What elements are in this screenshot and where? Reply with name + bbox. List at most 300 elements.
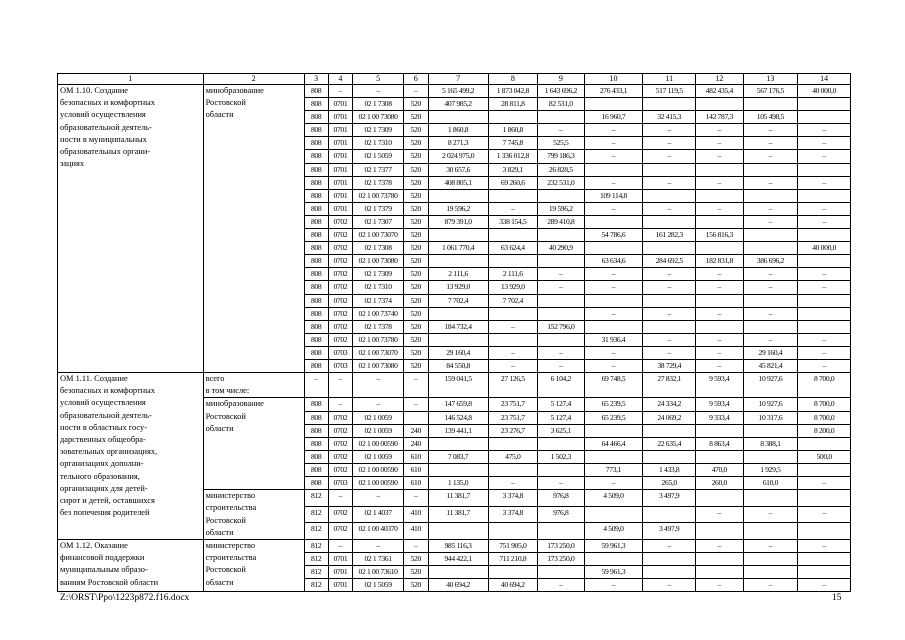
table-cell [584, 424, 643, 437]
table-cell [743, 553, 798, 566]
table-cell: – [643, 150, 696, 163]
table-cell: 338 154,5 [488, 215, 538, 228]
table-cell [798, 463, 851, 476]
table-cell: – [798, 137, 851, 150]
table-cell: 0701 [328, 553, 353, 566]
table-cell: 240 [403, 437, 428, 450]
table-cell: 7 745,8 [488, 137, 538, 150]
table-cell: 40 000,0 [798, 242, 851, 255]
table-cell: 520 [403, 346, 428, 359]
table-cell: 0702 [328, 242, 353, 255]
table-cell: 808 [304, 281, 328, 294]
table-cell: – [328, 490, 353, 507]
measure-name-line: безопасных и комфортных [60, 98, 155, 108]
table-cell: – [584, 579, 643, 592]
table-cell: 1 433,8 [643, 463, 696, 476]
table-cell: 40 290,9 [538, 242, 584, 255]
table-cell: 10 927,6 [743, 373, 798, 398]
column-header: 8 [488, 74, 538, 85]
table-cell [798, 437, 851, 450]
table-cell: 29 160,4 [428, 346, 488, 359]
table-cell [538, 437, 584, 450]
table-cell: 808 [304, 463, 328, 476]
column-header: 6 [403, 74, 428, 85]
table-cell: – [538, 268, 584, 281]
table-cell [798, 566, 851, 579]
executor-name-line: строительства [205, 553, 257, 563]
table-cell: – [488, 320, 538, 333]
table-cell: 808 [304, 229, 328, 242]
measure-name-line: тельного образования, [60, 471, 140, 481]
table-cell: 0702 [328, 294, 353, 307]
table-cell: – [538, 281, 584, 294]
table-cell: – [584, 268, 643, 281]
table-cell: 10 927,6 [743, 398, 798, 411]
table-cell: 773,1 [584, 463, 643, 476]
measure-name-line: условий осуществления [60, 110, 146, 120]
header-row [58, 74, 851, 85]
table-cell: 808 [304, 189, 328, 202]
measure-name [58, 373, 204, 540]
table-cell [743, 229, 798, 242]
table-cell: 02 1 00 73610 [353, 566, 404, 579]
table-cell [488, 523, 538, 540]
table-cell [488, 307, 538, 320]
table-cell [428, 255, 488, 268]
table-cell: – [643, 124, 696, 137]
table-cell: – [403, 539, 428, 552]
measure-name-line: ОМ 1.12. Оказание [60, 540, 128, 550]
table-cell [488, 437, 538, 450]
footer-file-path: Z:\ORST\Ppo\1223p872.f16.docx [60, 593, 190, 603]
table-cell: 02 1 7379 [353, 202, 404, 215]
table-cell: 59 961,3 [584, 539, 643, 552]
table-cell: 02 1 4037 [353, 506, 404, 523]
table-cell: 3 374,8 [488, 490, 538, 507]
table-cell: 520 [403, 566, 428, 579]
table-row [58, 539, 851, 552]
table-cell [696, 490, 743, 507]
table-cell: – [743, 268, 798, 281]
table-cell: 02 1 7307 [353, 215, 404, 228]
table-cell [743, 98, 798, 111]
table-cell: – [538, 359, 584, 372]
measure-name-line: безопасных и комфортных [60, 386, 155, 396]
table-cell: – [798, 333, 851, 346]
measure-name-line: ваниям Ростовской области [60, 577, 159, 587]
table-cell: – [584, 359, 643, 372]
table-cell: – [403, 85, 428, 98]
table-cell [696, 553, 743, 566]
table-cell: 944 422,1 [428, 553, 488, 566]
table-cell: 02 1 7309 [353, 268, 404, 281]
table-cell: 808 [304, 450, 328, 463]
table-cell: 31 936,4 [584, 333, 643, 346]
measure-name-line: условий осуществления [60, 398, 146, 408]
table-cell: – [798, 359, 851, 372]
table-cell: – [743, 281, 798, 294]
table-cell: 520 [403, 255, 428, 268]
table-cell: – [798, 124, 851, 137]
table-cell: – [643, 579, 696, 592]
table-cell: 808 [304, 398, 328, 411]
table-cell [584, 450, 643, 463]
table-cell: 808 [304, 176, 328, 189]
table-cell: 02 1 0059 [353, 411, 404, 424]
executor-name-line: Ростовской [205, 565, 246, 575]
column-header: 11 [643, 74, 696, 85]
table-cell: 0701 [328, 579, 353, 592]
table-cell: – [743, 202, 798, 215]
table-cell: 02 1 00 73740 [353, 307, 404, 320]
table-cell: 0701 [328, 137, 353, 150]
table-cell: 260,0 [696, 477, 743, 490]
table-cell [538, 333, 584, 346]
table-cell: 808 [304, 477, 328, 490]
table-cell: 02 1 00 73080 [353, 111, 404, 124]
table-cell: 808 [304, 307, 328, 320]
column-header: 7 [428, 74, 488, 85]
table-cell: 173 250,0 [538, 539, 584, 552]
table-cell: 02 1 0059 [353, 424, 404, 437]
table-cell: – [798, 477, 851, 490]
table-cell [584, 506, 643, 523]
table-cell: 32 415,3 [643, 111, 696, 124]
table-cell: 64 466,4 [584, 437, 643, 450]
table-cell [538, 255, 584, 268]
table-cell: – [696, 359, 743, 372]
column-header: 3 [304, 74, 328, 85]
table-cell: 19 596,2 [428, 202, 488, 215]
table-cell: 0701 [328, 150, 353, 163]
table-cell: 1 135,0 [428, 477, 488, 490]
executor-name-line: Ростовской [205, 411, 246, 421]
table-cell: 7 702,4 [428, 294, 488, 307]
table-cell: 610 [403, 463, 428, 476]
table-cell [743, 490, 798, 507]
table-cell: – [488, 346, 538, 359]
executor-name [203, 373, 304, 398]
table-cell: – [538, 346, 584, 359]
table-cell: 54 786,6 [584, 229, 643, 242]
measure-name-line: муниципальным образо- [60, 565, 148, 575]
table-cell: 6 104,2 [538, 373, 584, 398]
table-cell: – [584, 150, 643, 163]
table-cell [798, 320, 851, 333]
table-cell [743, 320, 798, 333]
table-cell: 24 334,2 [643, 398, 696, 411]
table-cell: 520 [403, 202, 428, 215]
table-cell [428, 566, 488, 579]
table-cell: 02 1 00 00590 [353, 477, 404, 490]
table-row [58, 85, 851, 98]
table-cell: 0701 [328, 202, 353, 215]
table-cell [743, 450, 798, 463]
column-header: 2 [203, 74, 304, 85]
measure-name-line: образовательной деятель- [60, 122, 152, 132]
table-cell: 8 863,4 [696, 437, 743, 450]
executor-name-line: строительства [205, 503, 257, 513]
measure-name-line: ности в областных госу- [60, 422, 147, 432]
table-cell: – [798, 202, 851, 215]
table-cell: 0702 [328, 268, 353, 281]
table-cell: 520 [403, 268, 428, 281]
table-cell: – [696, 176, 743, 189]
table-cell: – [538, 124, 584, 137]
table-cell [696, 98, 743, 111]
table-cell: 808 [304, 163, 328, 176]
table-cell [584, 98, 643, 111]
table-cell: 0701 [328, 111, 353, 124]
table-cell: 02 1 7378 [353, 176, 404, 189]
table-cell: – [696, 307, 743, 320]
table-cell: – [743, 176, 798, 189]
table-cell: 161 282,3 [643, 229, 696, 242]
table-cell [428, 333, 488, 346]
table-cell: 11 381,7 [428, 506, 488, 523]
table-cell: – [696, 202, 743, 215]
table-cell: 139 441,1 [428, 424, 488, 437]
table-cell: 284 692,5 [643, 255, 696, 268]
table-cell: 02 1 7374 [353, 294, 404, 307]
table-cell: 520 [403, 215, 428, 228]
table-cell: 02 1 7308 [353, 98, 404, 111]
table-cell [643, 98, 696, 111]
table-cell: – [743, 307, 798, 320]
table-cell: 520 [403, 281, 428, 294]
executor-name-line: Ростовской [205, 515, 246, 525]
table-cell [428, 523, 488, 540]
table-cell: – [584, 202, 643, 215]
table-cell: – [584, 137, 643, 150]
table-cell: 0702 [328, 307, 353, 320]
table-cell [798, 229, 851, 242]
table-cell: 13 929,0 [428, 281, 488, 294]
table-cell: 65 239,5 [584, 411, 643, 424]
table-cell [584, 242, 643, 255]
table-cell: 386 696,2 [743, 255, 798, 268]
table-cell: – [353, 398, 404, 411]
table-cell [696, 189, 743, 202]
table-cell: 0702 [328, 424, 353, 437]
measure-name [58, 85, 204, 373]
table-cell: 1 061 770,4 [428, 242, 488, 255]
table-cell: 0702 [328, 506, 353, 523]
table-cell: – [798, 215, 851, 228]
executor-name-line: Ростовской [205, 98, 246, 108]
table-cell: – [328, 539, 353, 552]
table-cell: 0701 [328, 163, 353, 176]
table-cell: – [743, 137, 798, 150]
table-cell: 407 985,2 [428, 98, 488, 111]
table-cell [488, 255, 538, 268]
table-cell: 1 860,8 [428, 124, 488, 137]
executor-name [203, 85, 304, 373]
table-cell: 3 374,8 [488, 506, 538, 523]
table-cell: 520 [403, 553, 428, 566]
table-cell: 105 498,5 [743, 111, 798, 124]
table-cell: 808 [304, 137, 328, 150]
table-cell [798, 553, 851, 566]
table-cell: 812 [304, 523, 328, 540]
table-cell: 0702 [328, 320, 353, 333]
table-cell: 808 [304, 437, 328, 450]
table-cell: 475,0 [488, 450, 538, 463]
table-cell: 02 1 00 00590 [353, 437, 404, 450]
table-cell: – [798, 506, 851, 523]
table-cell: 520 [403, 294, 428, 307]
measure-name-line: зовательных организациях, [60, 447, 158, 457]
table-cell: 02 1 7309 [353, 124, 404, 137]
table-cell: 40 694,2 [428, 579, 488, 592]
table-cell [584, 553, 643, 566]
table-cell: 3 829,1 [488, 163, 538, 176]
table-cell: 24 069,2 [643, 411, 696, 424]
table-cell [696, 424, 743, 437]
table-cell: 02 1 5059 [353, 150, 404, 163]
executor-name [203, 490, 304, 540]
table-cell [488, 111, 538, 124]
table-cell: 173 250,0 [538, 553, 584, 566]
table-cell: 812 [304, 539, 328, 552]
executor-name-line: министерство [205, 491, 256, 501]
executor-name [203, 539, 304, 591]
table-cell: 520 [403, 320, 428, 333]
table-cell: 7 083,7 [428, 450, 488, 463]
table-cell: – [584, 124, 643, 137]
table-cell: 8 388,1 [743, 437, 798, 450]
table-cell: 1 860,8 [488, 124, 538, 137]
table-cell: – [696, 333, 743, 346]
table-cell [643, 215, 696, 228]
table-cell [538, 189, 584, 202]
table-cell: 265,0 [643, 477, 696, 490]
table-cell: 520 [403, 176, 428, 189]
table-cell: 520 [403, 359, 428, 372]
table-cell [538, 111, 584, 124]
table-cell: 146 524,8 [428, 411, 488, 424]
table-cell: 808 [304, 242, 328, 255]
budget-table [57, 73, 851, 592]
table-cell: 26 828,5 [538, 163, 584, 176]
table-cell: – [798, 539, 851, 552]
table-cell: 520 [403, 242, 428, 255]
table-cell [488, 566, 538, 579]
table-cell: 408 805,1 [428, 176, 488, 189]
column-header: 9 [538, 74, 584, 85]
table-cell [488, 333, 538, 346]
table-cell: 40 694,2 [488, 579, 538, 592]
table-cell: – [328, 398, 353, 411]
table-cell: 2 111,6 [488, 268, 538, 281]
table-cell: 02 1 7308 [353, 242, 404, 255]
table-cell: – [798, 579, 851, 592]
table-cell: 0702 [328, 229, 353, 242]
table-cell: 240 [403, 424, 428, 437]
table-cell: 610,0 [743, 477, 798, 490]
table-cell: 5 127,4 [538, 398, 584, 411]
table-cell: 22 635,4 [643, 437, 696, 450]
table-cell: – [538, 579, 584, 592]
table-cell: 0701 [328, 566, 353, 579]
table-cell: – [696, 539, 743, 552]
table-cell: 0702 [328, 463, 353, 476]
table-cell: – [584, 307, 643, 320]
table-cell: 30 657,6 [428, 163, 488, 176]
table-cell: 159 041,5 [428, 373, 488, 398]
measure-name-line: ОМ 1.11. Создание [60, 374, 128, 384]
table-cell: 23 751,7 [488, 398, 538, 411]
table-cell: 02 1 00 73780 [353, 189, 404, 202]
table-cell [428, 307, 488, 320]
measure-name-line: образовательных органи- [60, 147, 151, 157]
table-cell: 02 1 00 73070 [353, 346, 404, 359]
table-cell: 808 [304, 359, 328, 372]
table-cell [538, 523, 584, 540]
table-cell: 156 816,3 [696, 229, 743, 242]
table-cell: – [488, 359, 538, 372]
table-cell: – [743, 539, 798, 552]
table-cell: 8 200,0 [798, 424, 851, 437]
table-cell [798, 111, 851, 124]
table-cell: – [353, 539, 404, 552]
table-cell: 38 729,4 [643, 359, 696, 372]
table-cell: 808 [304, 202, 328, 215]
table-cell: 517 119,5 [643, 85, 696, 98]
table-cell: 02 1 00 73780 [353, 333, 404, 346]
table-cell: 410 [403, 506, 428, 523]
table-cell: 0701 [328, 176, 353, 189]
table-cell: – [743, 333, 798, 346]
table-cell [743, 294, 798, 307]
table-cell: 69 260,6 [488, 176, 538, 189]
table-cell: 8 700,0 [798, 373, 851, 398]
measure-name-line: сирот и детей, оставшихся [60, 496, 155, 506]
table-cell: 500,0 [798, 450, 851, 463]
table-cell: 152 796,0 [538, 320, 584, 333]
table-cell [488, 463, 538, 476]
table-cell: 812 [304, 506, 328, 523]
table-cell: 567 176,5 [743, 85, 798, 98]
executor-name-line: министерство [205, 540, 256, 550]
table-cell: 751 905,0 [488, 539, 538, 552]
executor-name-line: области [205, 110, 234, 120]
table-cell [743, 523, 798, 540]
table-cell [643, 163, 696, 176]
table-cell: 276 433,1 [584, 85, 643, 98]
table-cell: – [538, 477, 584, 490]
table-cell: 808 [304, 150, 328, 163]
table-cell: 45 821,4 [743, 359, 798, 372]
table-cell: 5 165 499,2 [428, 85, 488, 98]
measure-name-line: организациях дополни- [60, 459, 144, 469]
measure-name-line: финансовой поддержки [60, 553, 145, 563]
executor-name-line: всего [205, 374, 225, 384]
measure-name-line: зациях [60, 159, 85, 169]
table-cell: 808 [304, 320, 328, 333]
table-cell: 812 [304, 566, 328, 579]
table-cell: – [584, 176, 643, 189]
table-cell [643, 566, 696, 579]
table-cell [643, 506, 696, 523]
table-cell [428, 463, 488, 476]
table-cell: 812 [304, 553, 328, 566]
table-cell: – [403, 373, 428, 398]
table-cell [743, 424, 798, 437]
table-cell: – [743, 215, 798, 228]
table-cell [696, 215, 743, 228]
table-cell: 23 751,7 [488, 411, 538, 424]
